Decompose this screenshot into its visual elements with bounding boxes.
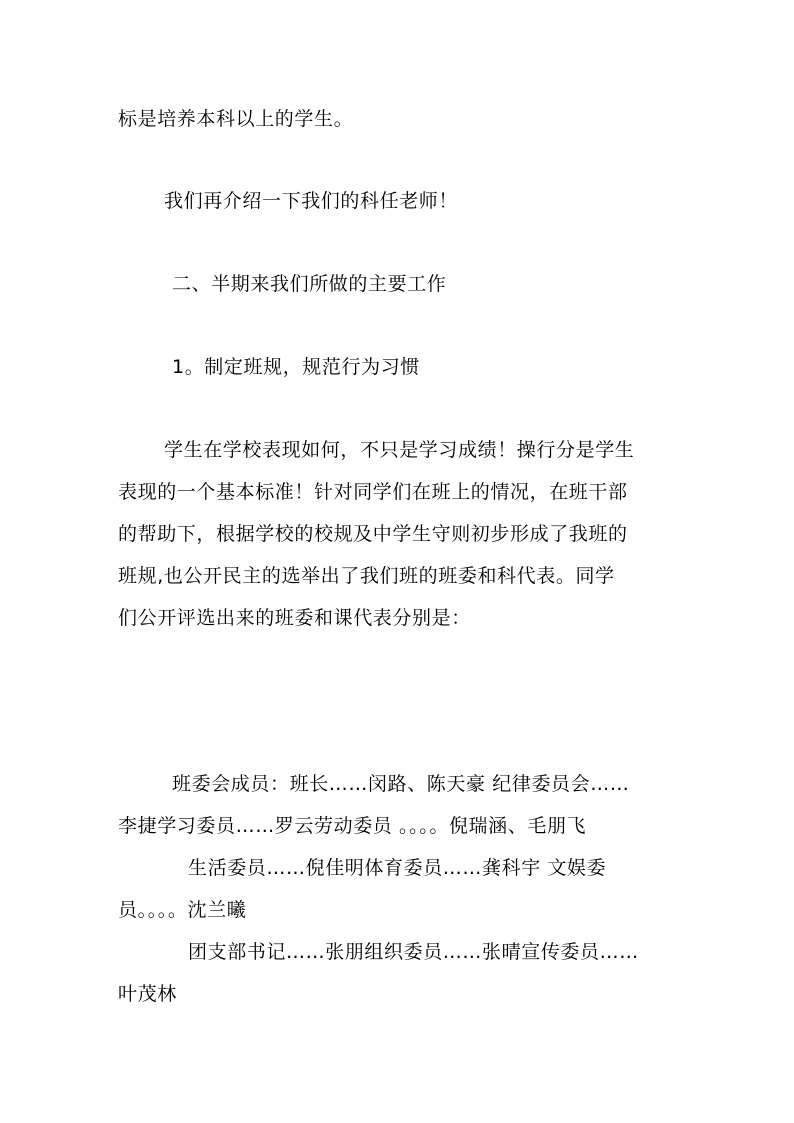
committee-line-1: 班委会成员：班长……闵路、陈天豪 纪律委员会……	[172, 773, 630, 795]
item-heading-1: 1。制定班规，规范行为习惯	[172, 356, 420, 378]
committee-line-3: 生活委员……倪佳明体育委员……龚科宇 文娱委	[188, 857, 607, 879]
body-line-3: 的帮助下，根据学校的校规及中学生守则初步形成了我班的	[118, 523, 628, 545]
paragraph-teachers: 我们再介绍一下我们的科任老师！	[164, 190, 459, 212]
body-line-5: 们公开评选出来的班委和课代表分别是：	[118, 607, 471, 629]
section-heading-2: 二、半期来我们所做的主要工作	[172, 273, 447, 295]
body-line-2: 表现的一个基本标准！针对同学们在班上的情况，在班干部	[118, 481, 628, 503]
paragraph-intro-end: 标是培养本科以上的学生。	[118, 108, 354, 130]
body-line-4: 班规,也公开民主的选举出了我们班的班委和科代表。同学	[118, 565, 615, 587]
body-line-1: 学生在学校表现如何，不只是学习成绩！操行分是学生	[164, 439, 635, 461]
committee-line-2: 李捷学习委员……罗云劳动委员 。。。。倪瑞涵、毛朋飞	[118, 815, 587, 837]
committee-line-6: 叶茂林	[118, 983, 177, 1005]
committee-line-4: 员。。。。沈兰曦	[118, 899, 247, 921]
committee-line-5: 团支部书记……张朋组织委员……张晴宣传委员……	[188, 941, 639, 963]
